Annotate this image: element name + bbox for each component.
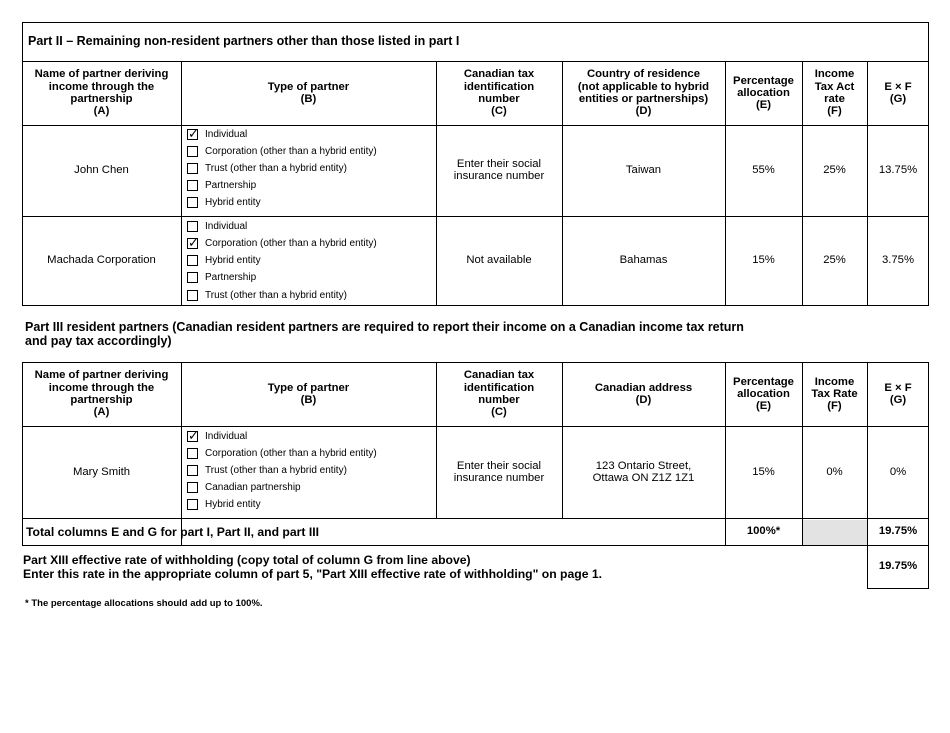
tax-id-value[interactable]: Enter their social insurance number [453, 158, 545, 182]
checkbox[interactable] [187, 126, 199, 141]
option-label: Partnership [205, 272, 257, 283]
option-label: Trust (other than a hybrid entity) [205, 465, 347, 476]
checkbox[interactable] [187, 146, 198, 157]
rate-value[interactable]: 0% [826, 465, 843, 478]
part3-header-tax-id: Canadian tax identification number (C) [463, 369, 535, 419]
partner-type-option[interactable] [187, 479, 301, 496]
totals-bottom-line [22, 545, 929, 546]
percentage-value[interactable]: 15% [752, 254, 775, 267]
partner-type-option[interactable] [187, 496, 261, 513]
partner-type-option[interactable] [187, 462, 347, 479]
part2-header-type: Type of partner (B) [267, 80, 350, 105]
part13-bottom-line [867, 588, 929, 589]
partner-type-option[interactable] [187, 269, 256, 286]
partner-type-option[interactable] [187, 218, 247, 235]
partner-type-option[interactable] [187, 428, 247, 445]
totals-percentage: 100%* [746, 525, 781, 538]
tax-id-value[interactable]: Enter their social insurance number [453, 460, 545, 484]
partner-name[interactable]: Mary Smith [72, 465, 131, 478]
part3-header-address: Canadian address (D) [594, 381, 693, 406]
option-label: Individual [205, 129, 248, 140]
part3-header-name: Name of partner deriving income through the partnership (A) [34, 369, 169, 419]
rate-value[interactable]: 25% [823, 254, 846, 267]
part2-header-ef: E × F (G) [884, 80, 912, 105]
address-value[interactable]: 123 Ontario Street, Ottawa ON Z1Z 1Z1 [592, 460, 695, 484]
part2-header-percentage: Percentage allocation (E) [733, 74, 794, 112]
partner-type-option[interactable] [187, 177, 256, 194]
tax-id-value[interactable]: Not available [466, 254, 532, 267]
partner-name[interactable]: Machada Corporation [47, 254, 156, 267]
option-label: Hybrid entity [205, 255, 261, 266]
checkbox[interactable] [187, 272, 198, 283]
part2-header-rate: Income Tax Act rate (F) [814, 68, 855, 118]
option-label: Canadian partnership [205, 482, 301, 493]
option-label: Partnership [205, 180, 257, 191]
option-label: Individual [205, 221, 248, 232]
partner-type-option[interactable] [187, 160, 347, 177]
partner-type-option[interactable] [187, 445, 377, 462]
checkbox[interactable] [187, 255, 198, 266]
part2-header-tax-id: Canadian tax identification number (C) [463, 68, 535, 118]
totals-ef: 19.75% [878, 525, 918, 538]
check-mark-icon: ✓ [188, 126, 199, 141]
totals-left-border [22, 519, 23, 545]
ef-value: 13.75% [878, 163, 918, 176]
option-label: Trust (other than a hybrid entity) [205, 163, 347, 174]
checkbox[interactable] [187, 197, 198, 208]
partner-type-option[interactable] [187, 235, 377, 252]
country-value[interactable]: Taiwan [625, 163, 662, 176]
check-mark-icon: ✓ [188, 235, 199, 250]
option-label: Corporation (other than a hybrid entity) [205, 146, 377, 157]
checkbox[interactable] [187, 499, 198, 510]
checkbox[interactable] [187, 221, 198, 232]
checkbox[interactable] [187, 465, 198, 476]
checkbox[interactable] [187, 290, 198, 301]
part2-header-name: Name of partner deriving income through the partnership (A) [34, 68, 169, 118]
part2-title: Part II – Remaining non-resident partners other than those listed in part I [28, 34, 460, 48]
part13-rate-value: 19.75% [878, 560, 918, 573]
part3-title: Part III resident partners (Canadian resident partners are required to report their income on a Canadian income tax return and pay tax accordingly) [25, 320, 744, 348]
part13-line2: Enter this rate in the appropriate column of part 5, "Part XIII effective rate of withholding" on page 1. [23, 567, 603, 581]
footnote: * The percentage allocations should add up to 100%. [25, 598, 263, 609]
country-value[interactable]: Bahamas [619, 254, 668, 267]
checkbox[interactable] [187, 448, 198, 459]
checkbox[interactable] [187, 163, 198, 174]
option-label: Corporation (other than a hybrid entity) [205, 448, 377, 459]
ef-value: 0% [889, 465, 907, 478]
partner-name[interactable]: John Chen [74, 163, 129, 176]
ef-value: 3.75% [881, 254, 915, 267]
part2-header-country: Country of residence (not applicable to hybrid entities or partnerships) (D) [577, 68, 710, 118]
option-label: Hybrid entity [205, 499, 261, 510]
check-mark-icon: ✓ [188, 428, 199, 443]
partner-type-option[interactable] [187, 126, 247, 143]
part3-header-type: Type of partner (B) [267, 381, 350, 406]
percentage-value[interactable]: 55% [752, 163, 775, 176]
option-label: Trust (other than a hybrid entity) [205, 290, 347, 301]
checkbox[interactable] [187, 428, 199, 443]
option-label: Hybrid entity [205, 197, 261, 208]
checkbox[interactable] [187, 180, 198, 191]
part13-line1: Part XIII effective rate of withholding (copy total of column G from line above) [23, 553, 471, 567]
part3-header-percentage: Percentage allocation (E) [733, 375, 794, 413]
part3-header-ef: E × F (G) [884, 381, 912, 406]
rate-value[interactable]: 25% [823, 163, 846, 176]
checkbox[interactable] [187, 235, 199, 250]
percentage-value[interactable]: 15% [752, 465, 775, 478]
partner-type-option[interactable] [187, 252, 261, 269]
totals-label: Total columns E and G for part I, Part II, and part III [26, 525, 319, 539]
option-label: Corporation (other than a hybrid entity) [205, 238, 377, 249]
option-label: Individual [205, 431, 248, 442]
part3-header-rate: Income Tax Rate (F) [811, 375, 858, 413]
checkbox[interactable] [187, 482, 198, 493]
totals-shaded-cell [803, 520, 867, 545]
partner-type-option[interactable] [187, 194, 261, 211]
partner-type-option[interactable] [187, 287, 347, 304]
partner-type-option[interactable] [187, 143, 377, 160]
